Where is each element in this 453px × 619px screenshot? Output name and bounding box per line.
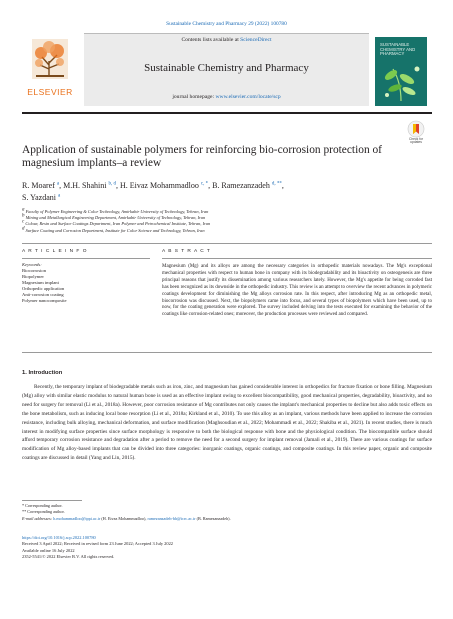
- journal-reference[interactable]: Sustainable Chemistry and Pharmacy 29 (2022) 100780: [166, 21, 287, 27]
- homepage-prefix: journal homepage:: [172, 94, 216, 100]
- publisher-logo[interactable]: [22, 33, 78, 106]
- affiliation-text: Surface Coating and Corrosion Department, Institute for Color Science and Technology, Tehran, Iran: [25, 227, 205, 233]
- author-name[interactable]: R. Moaref: [22, 181, 55, 190]
- email-owner: (H. Eivaz Mohammadloo),: [100, 515, 148, 521]
- email-link[interactable]: h.mohammadloo@ippi.ac.ir: [53, 515, 101, 521]
- contents-prefix: Contents lists available at: [181, 37, 241, 43]
- online-date: Available online 16 July 2022: [22, 547, 75, 553]
- corresponding-author-note: * Corresponding author.: [22, 503, 63, 508]
- affiliation-sup: b: [22, 213, 25, 219]
- email-label: E-mail addresses:: [22, 515, 53, 521]
- author-name[interactable]: M.H. Shahini: [63, 181, 107, 190]
- author-list: R. Moaref $^a$, M.H. Shahini $^{b, d}$, H. Eivaz Mohammadloo $^{c, *}$, B. Ramezanzadeh $^{d, **}$, S. Yazdani $^a$: [22, 181, 284, 202]
- journal-cover[interactable]: [375, 37, 427, 106]
- keyword-item: Biocorrosion: [22, 268, 46, 273]
- keyword-item: Magnesium implant: [22, 280, 59, 285]
- author-affil-sup[interactable]: d, **: [271, 181, 282, 187]
- email-owner: (B. Ramezanzadeh).: [195, 515, 231, 521]
- keyword-item: Biopolymer: [22, 274, 44, 279]
- keyword-item: Anti-corrosion coating: [22, 292, 64, 297]
- author-name[interactable]: H. Eivaz Mohammadloo: [119, 181, 199, 190]
- section-divider: [22, 243, 432, 244]
- homepage-line: [84, 94, 369, 100]
- affiliation-sup: a: [22, 207, 25, 213]
- introduction-heading: 1. Introduction: [22, 370, 63, 376]
- cover-title: SUSTAINABLE CHEMISTRY AND PHARMACY: [380, 42, 416, 57]
- affiliation-item: [22, 228, 422, 234]
- keywords-box: [22, 262, 152, 304]
- update-label-line2: updates: [410, 140, 422, 145]
- affiliation-sup: c: [22, 219, 25, 225]
- check-for-updates-badge[interactable]: [402, 120, 430, 148]
- author-affil-sup[interactable]: b, d: [108, 181, 116, 187]
- contents-line: [84, 37, 369, 43]
- article-info-heading: A R T I C L E I N F O: [22, 249, 88, 254]
- header-divider: [22, 112, 432, 114]
- affiliation-text: Mining and Metallurgical Engineering Department, Amirkabir University of Technology, Tehran, Iran: [25, 215, 206, 221]
- masthead: [22, 33, 432, 114]
- article-info-divider: [22, 258, 150, 259]
- sciencedirect-link[interactable]: ScienceDirect: [240, 37, 272, 43]
- abstract-text: Magnesium (Mg) and its alloys are among the necessary categories in orthopedic materials nowadays. The Mg's exceptional mechanical properties with respect to human bone in company with its biodegradability and its bioactivity on osteogenesis are three principal reasons that justify its dissemination among various researchers lately. However, the Mg's appetite for being corroded fast has been recognized as its downside in the orthopedic industry. This review is an attempt to overview the recent advances in polymeric coatings development for diminishing the Mg alloys corrosion rate. In this respect, after introducing Mg as an orthopedic metal, biocorrosion was discussed. Next, the biopolymers came into focus, and several types of biopolymers which have been used, up to now, for the coating generation were explored. The survey included delving into the tests executed for examining the behavior of the coatings like corrosion-related ones; moreover, the production processes were reviewed and compared.: [162, 264, 432, 318]
- keyword-item: Orthopedic application: [22, 286, 65, 291]
- author-name[interactable]: B. Ramezanzadeh: [212, 181, 270, 190]
- author-affil-sup[interactable]: c, *: [200, 181, 209, 187]
- doi-link[interactable]: https://doi.org/10.1016/j.scp.2022.100780: [22, 535, 96, 540]
- keywords-label: Keywords:: [22, 262, 42, 267]
- cover-leaf-icon: [379, 61, 423, 101]
- author-affil-sup[interactable]: a: [56, 181, 60, 187]
- journal-title: Sustainable Chemistry and Pharmacy: [144, 62, 309, 74]
- affiliations: [22, 209, 422, 234]
- journal-header-box: [84, 33, 369, 106]
- abstract-heading: A B S T R A C T: [162, 249, 211, 254]
- email-line: [22, 516, 322, 522]
- article-title: Application of sustainable polymers for reinforcing bio-corrosion protection of magnesium implants–a review: [22, 144, 382, 170]
- corresponding-author-note: ** Corresponding author.: [22, 509, 65, 515]
- footnotes: [22, 503, 322, 522]
- article-metadata: [22, 535, 322, 561]
- elsevier-tree-icon: [32, 39, 68, 79]
- abstract-end-divider: [22, 352, 432, 353]
- homepage-link[interactable]: www.elsevier.com/locate/scp: [215, 94, 281, 100]
- keyword-item: Polymer nanocomposite: [22, 298, 67, 303]
- affiliation-text: Faculty of Polymer Engineering & Color Technology, Amirkabir University of Technology, Tehran, Iran: [25, 209, 209, 214]
- update-label-line1: Check for: [408, 137, 424, 141]
- received-dates: Received 3 April 2022; Received in revised form 23 June 2022; Accepted 3 July 2022: [22, 541, 173, 547]
- copyright: 2352-5541/© 2022 Elsevier B.V. All rights reserved.: [22, 554, 115, 560]
- affiliation-sup: d: [22, 226, 25, 232]
- update-bookmark-icon: [407, 120, 425, 138]
- update-label: [402, 138, 430, 145]
- publisher-name: ELSEVIER: [27, 87, 73, 97]
- author-name[interactable]: S. Yazdani: [22, 193, 57, 202]
- introduction-text: Recently, the temporary implant of biodegradable metals such as iron, zinc, and magnesium has gained considerable interest in orthopedics for fracture fixation or bone filling. Magnesium (Mg) alloy with similar elastic modulus to natural human bone is used as an effective implant owing to excellent biocompatibility, good mechanical properties, degradability, bioactivity, and no need for surgery for removal (Li et al., 2018a). However, poor corrosion resistance of Mg contributes not only causes the implant's mechanical properties to decline but also adds toxic effects on the bone metabolism, such as inducing local bone resorption (Li et al., 2018a; Kirkland et al., 2010). To use this alloy as an implant, various methods have been applied to increase the corrosion resistance, including bulk alloying, mechanical deformation, and surface modification (Maghsoudian et al., 2022; Mohammadi et al., 2022; Shakiba et al., 2021). In recent studies, there is much interest in modifying surface properties since surface morphology is responsive to both the biological response with bone and the physiological condition. The biocompatible surface should afford temporary corrosion resistance and degradation after a period to remove the need for a second surgery for implant removal (Jamali et al., 2019). There are various coatings for surface modification of Mg alloy-based implants that can be divided into three categories: inorganic coatings, organic coatings, and composite coatings. In this review paper, organic and composite coatings are discussed in detail (Yang and Lin, 2015).: [22, 384, 432, 462]
- affiliation-text: Colour, Resin and Surface Coatings Department, Iran Polymer and Petrochemical Institute, Tehran, Iran: [25, 221, 211, 227]
- abstract-divider: [162, 258, 432, 259]
- email-link[interactable]: ramezanzadeh-bh@icrc.ac.ir: [147, 515, 196, 521]
- footnote-divider: [22, 500, 82, 501]
- author-affil-sup[interactable]: a: [58, 193, 61, 199]
